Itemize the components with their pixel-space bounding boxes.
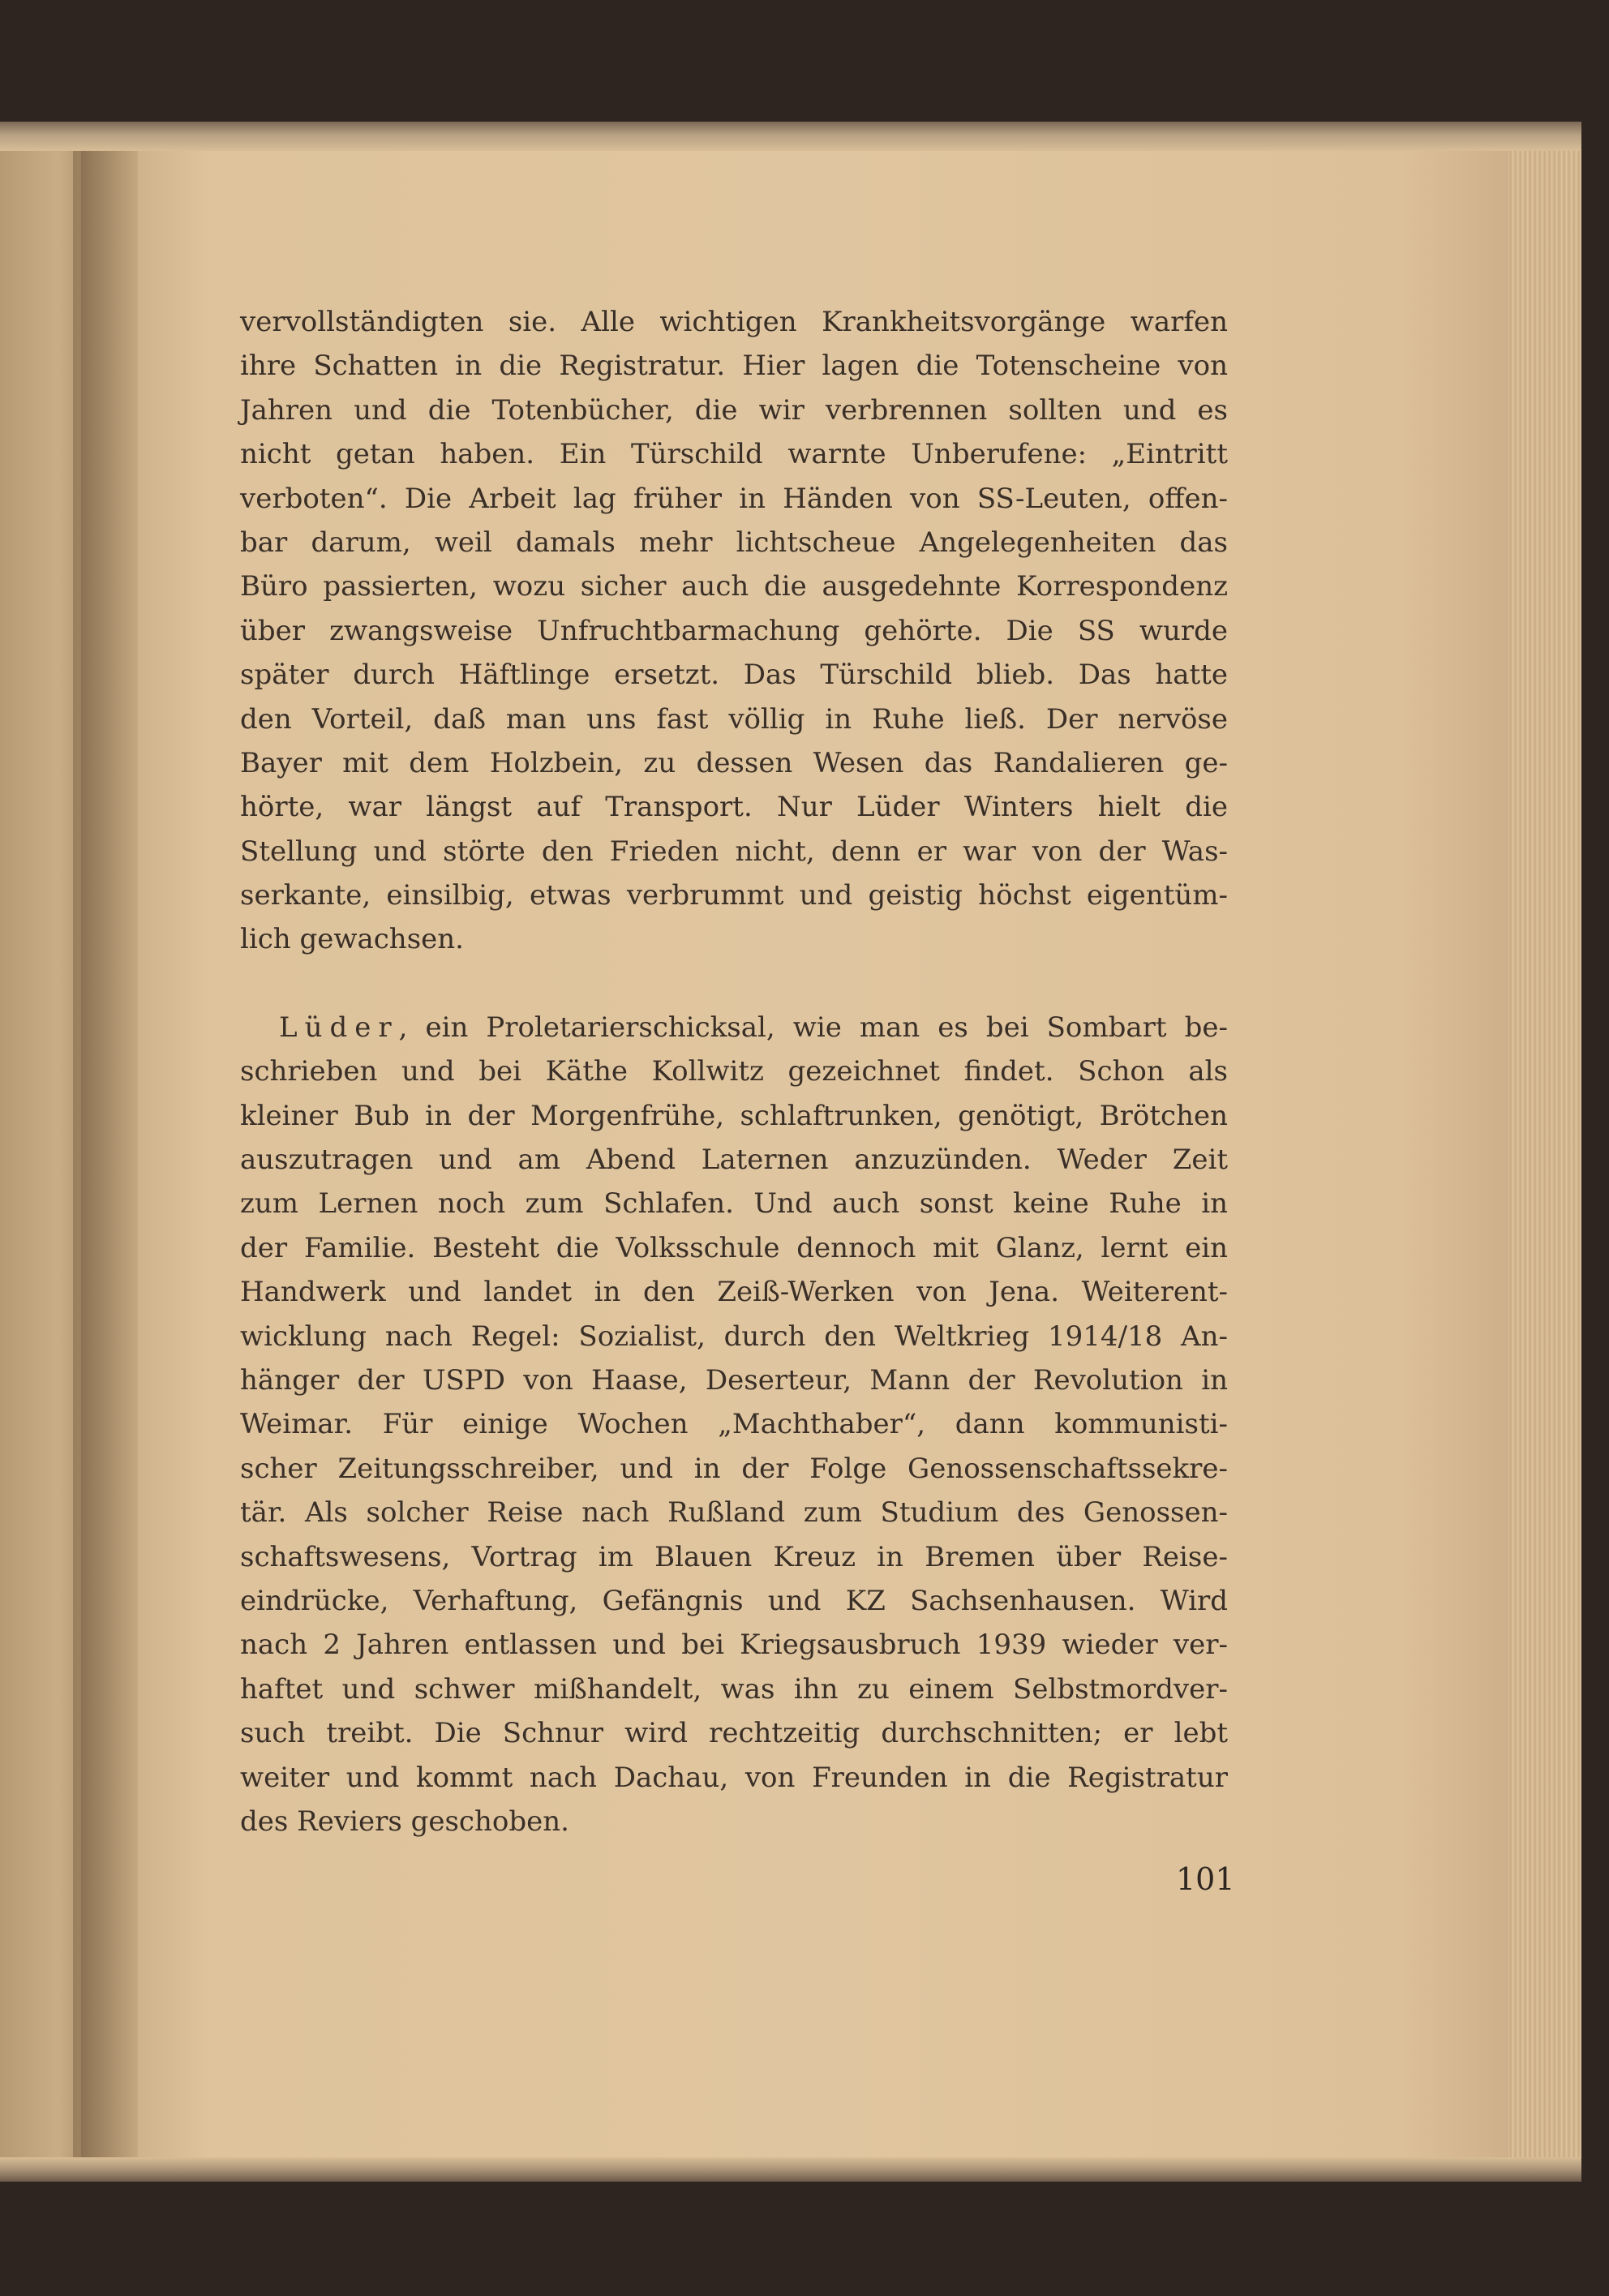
text-line: such treibt. Die Schnur wird rechtzeitig durchschnitten; er lebt [240,1717,1228,1750]
first-line-rest: , ein Proletarierschicksal, wie man es bei Sombart be- [398,1011,1228,1044]
spaced-name-lueder: Lüder [279,1011,399,1044]
book-gutter [81,130,138,2174]
text-line: bar darum, weil damals mehr lichtscheue Angelegenheiten das [240,526,1228,559]
paragraph-1 [240,300,1228,962]
text-line: auszutragen und am Abend Laternen anzuzünden. Weder Zeit [240,1144,1228,1177]
text-line: hörte, war längst auf Transport. Nur Lüder Winters hielt die [240,791,1228,824]
paragraph-gap [240,962,1228,1006]
text-line: zum Lernen noch zum Schlafen. Und auch sonst keine Ruhe in [240,1187,1228,1221]
page-number: 101 [1176,1861,1235,1897]
bottom-page-edge [0,2157,1581,2182]
text-line: Bayer mit dem Holzbein, zu dessen Wesen das Randalieren ge- [240,746,1228,779]
text-line: haftet und schwer mißhandelt, was ihn zu einem Selbstmordver- [240,1672,1228,1706]
text-line: schrieben und bei Käthe Kollwitz gezeichnet findet. Schon als [240,1055,1228,1088]
text-line: Büro passierten, wozu sicher auch die ausgedehnte Korrespondenz [240,570,1228,603]
text-line: Stellung und störte den Frieden nicht, denn er war von der Was- [240,835,1228,868]
text-line: serkante, einsilbig, etwas verbrummt und geistig höchst eigentüm- [240,879,1228,912]
text-line: Jahren und die Totenbücher, die wir verbrennen sollten und es [240,393,1228,427]
text-line: tär. Als solcher Reise nach Rußland zum Studium des Genossen- [240,1496,1228,1530]
text-line: hänger der USPD von Haase, Deserteur, Mann der Revolution in [240,1363,1228,1397]
text-line: kleiner Bub in der Morgenfrühe, schlaftrunken, genötigt, Brötchen [240,1099,1228,1132]
text-line: der Familie. Besteht die Volksschule dennoch mit Glanz, lernt ein [240,1231,1228,1264]
text-line: nach 2 Jahren entlassen und bei Kriegsausbruch 1939 wieder ver- [240,1629,1228,1662]
top-page-edge [0,122,1581,151]
text-line: später durch Häftlinge ersetzt. Das Türschild blieb. Das hatte [240,659,1228,692]
text-line: ihre Schatten in die Registratur. Hier lagen die Totenscheine von [240,350,1228,383]
text-line: nicht getan haben. Ein Türschild warnte Unberufene: „Eintritt [240,438,1228,471]
text-line: wicklung nach Regel: Sozialist, durch den Weltkrieg 1914/18 An- [240,1320,1228,1353]
text-line-first [240,1006,1228,1049]
text-line: schaftswesens, Vortrag im Blauen Kreuz in Bremen über Reise- [240,1540,1228,1573]
paragraph-2 [240,1006,1228,1843]
body-text [240,300,1228,1843]
text-line: lich gewachsen. [240,923,464,956]
text-line: den Vorteil, daß man uns fast völlig in Ruhe ließ. Der nervöse [240,702,1228,736]
text-line: verboten“. Die Arbeit lag früher in Händen von SS-Leuten, offen- [240,482,1228,515]
text-line: Handwerk und landet in den Zeiß-Werken von Jena. Weiterent- [240,1276,1228,1309]
page-block-edges [1508,122,1581,2182]
text-line: scher Zeitungsschreiber, und in der Folge Genossenschaftssekre- [240,1452,1228,1485]
text-line: des Reviers geschoben. [240,1805,569,1838]
text-line: vervollständigten sie. Alle wichtigen Krankheitsvorgänge warfen [240,306,1228,338]
text-line: weiter und kommt nach Dachau, von Freunden in die Registratur [240,1761,1228,1794]
text-line: Weimar. Für einige Wochen „Machthaber“, dann kommunisti- [240,1408,1228,1441]
text-line: eindrücke, Verhaftung, Gefängnis und KZ Sachsenhausen. Wird [240,1584,1228,1617]
text-line: über zwangsweise Unfruchtbarmachung gehörte. Die SS wurde [240,614,1228,647]
